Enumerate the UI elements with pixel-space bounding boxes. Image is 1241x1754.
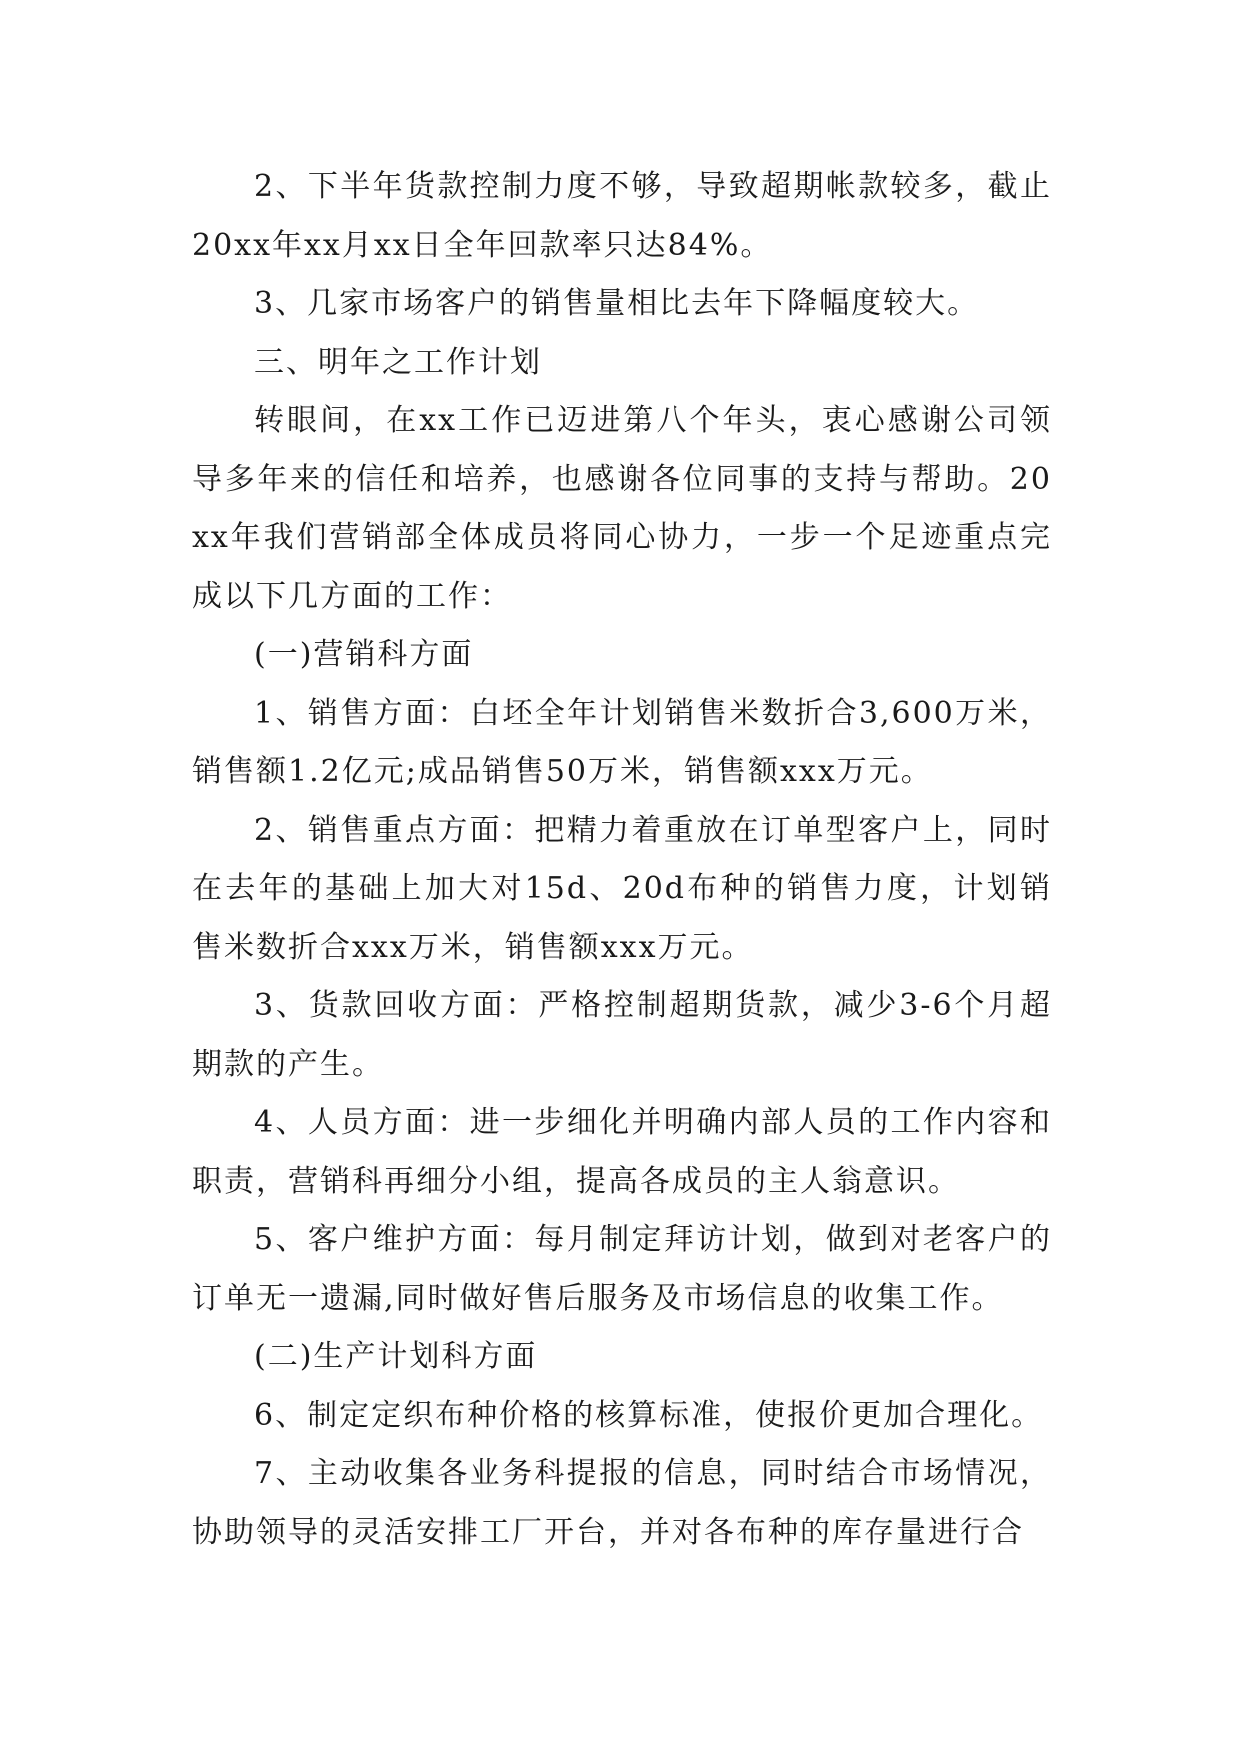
- document-body: [192, 158, 1052, 1562]
- paragraph-pricing-standard: 6、制定定织布种价格的核算标准，使报价更加合理化。: [254, 1397, 1044, 1433]
- paragraph-customer-maintenance: 5、客户维护方面：每月制定拜访计划，做到对老客户的订单无一遗漏,同时做好售后服务及市场信息的收集工作。: [192, 1222, 1052, 1316]
- paragraph-information-collection: 7、主动收集各业务科提报的信息，同时结合市场情况，协助领导的灵活安排工厂开台，并对各布种的库存量进行合: [192, 1456, 1052, 1550]
- paragraph-receivables-issue: 2、下半年货款控制力度不够，导致超期帐款较多，截止20xx年xx月xx日全年回款率只达84%。: [192, 169, 1052, 263]
- paragraph-introduction: 转眼间，在xx工作已迈进第八个年头，衷心感谢公司领导多年来的信任和培养，也感谢各位同事的支持与帮助。20xx年我们营销部全体成员将同心协力，一步一个足迹重点完成以下几方面的工作：: [192, 403, 1052, 614]
- paragraph-sales-focus: 2、销售重点方面：把精力着重放在订单型客户上，同时在去年的基础上加大对15d、20d布种的销售力度，计划销售米数折合xxx万米，销售额xxx万元。: [192, 812, 1052, 965]
- subsection-heading-production-planning: (二)生产计划科方面: [254, 1339, 538, 1374]
- subsection-heading-marketing: (一)营销科方面: [254, 637, 474, 672]
- section-heading-work-plan: 三、明年之工作计划: [254, 344, 542, 380]
- paragraph-payment-collection: 3、货款回收方面：严格控制超期货款，减少3-6个月超期款的产生。: [192, 988, 1052, 1082]
- paragraph-sales: 1、销售方面：白坯全年计划销售米数折合3,600万米，销售额1.2亿元;成品销售50万米，销售额xxx万元。: [192, 695, 1052, 789]
- paragraph-personnel: 4、人员方面：进一步细化并明确内部人员的工作内容和职责，营销科再细分小组，提高各成员的主人翁意识。: [192, 1105, 1052, 1199]
- paragraph-market-decline: 3、几家市场客户的销售量相比去年下降幅度较大。: [254, 286, 980, 321]
